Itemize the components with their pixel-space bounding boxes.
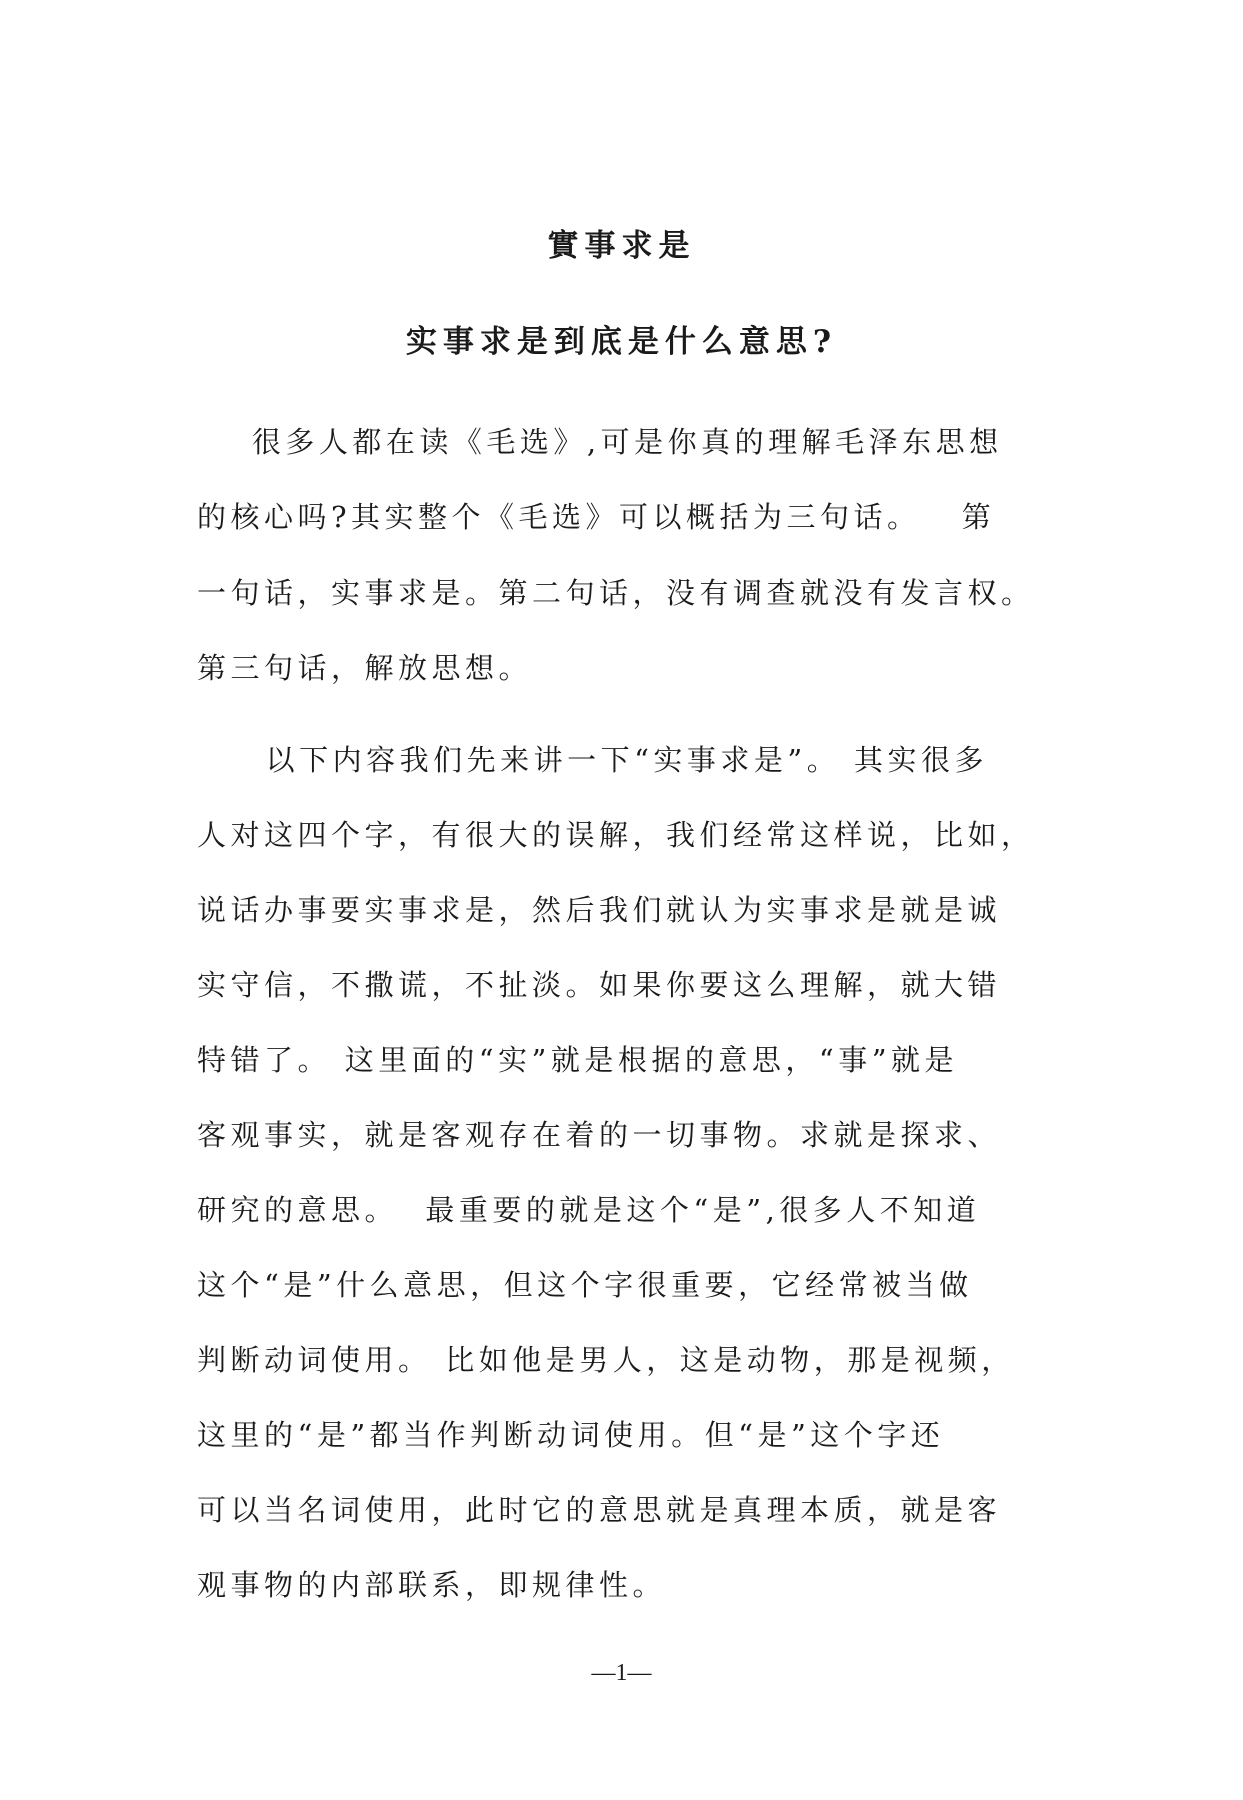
paragraph-line: 很多人都在读《毛选》,可是你真的理解毛泽东思想 — [197, 425, 1003, 459]
paragraph-line: 人对这四个字，有很大的误解，我们经常这样说，比如， — [197, 818, 1035, 852]
paragraph-line: 判断动词使用。 比如他是男人，这是动物，那是视频， — [197, 1343, 1015, 1377]
paragraph-line: 第三句话，解放思想。 — [197, 651, 533, 685]
paragraph-line: 实守信，不撒谎，不扯淡。如果你要这么理解，就大错 — [197, 968, 1002, 1002]
document-title: 實事求是 — [547, 228, 696, 264]
document-subtitle: 实事求是到底是什么意思? — [405, 324, 838, 360]
paragraph-line: 客观事实，就是客观存在着的一切事物。求就是探求、 — [197, 1118, 1002, 1152]
paragraph-line: 这个“是”什么意思，但这个字很重要，它经常被当做 — [197, 1268, 973, 1302]
paragraph-line: 观事物的内部联系，即规律性。 — [197, 1568, 667, 1602]
paragraph-line: 研究的意思。 最重要的就是这个“是”,很多人不知道 — [197, 1193, 981, 1227]
paragraph-line: 可以当名词使用，此时它的意思就是真理本质，就是客 — [197, 1493, 1002, 1527]
paragraph-line: 一句话，实事求是。第二句话，没有调查就没有发言权。 — [197, 576, 1035, 610]
paragraph-line: 以下内容我们先来讲一下“实事求是”。 其实很多 — [197, 743, 988, 777]
paragraph-line: 这里的“是”都当作判断动词使用。但“是”这个字还 — [197, 1418, 945, 1452]
paragraph-line: 说话办事要实事求是，然后我们就认为实事求是就是诚 — [197, 893, 1002, 927]
paragraph-line: 特错了。 这里面的“实”就是根据的意思，“事”就是 — [197, 1043, 959, 1077]
page-number: —1— — [591, 1660, 652, 1686]
paragraph-line: 的核心吗?其实整个《毛选》可以概括为三句话。 第 — [197, 500, 996, 534]
